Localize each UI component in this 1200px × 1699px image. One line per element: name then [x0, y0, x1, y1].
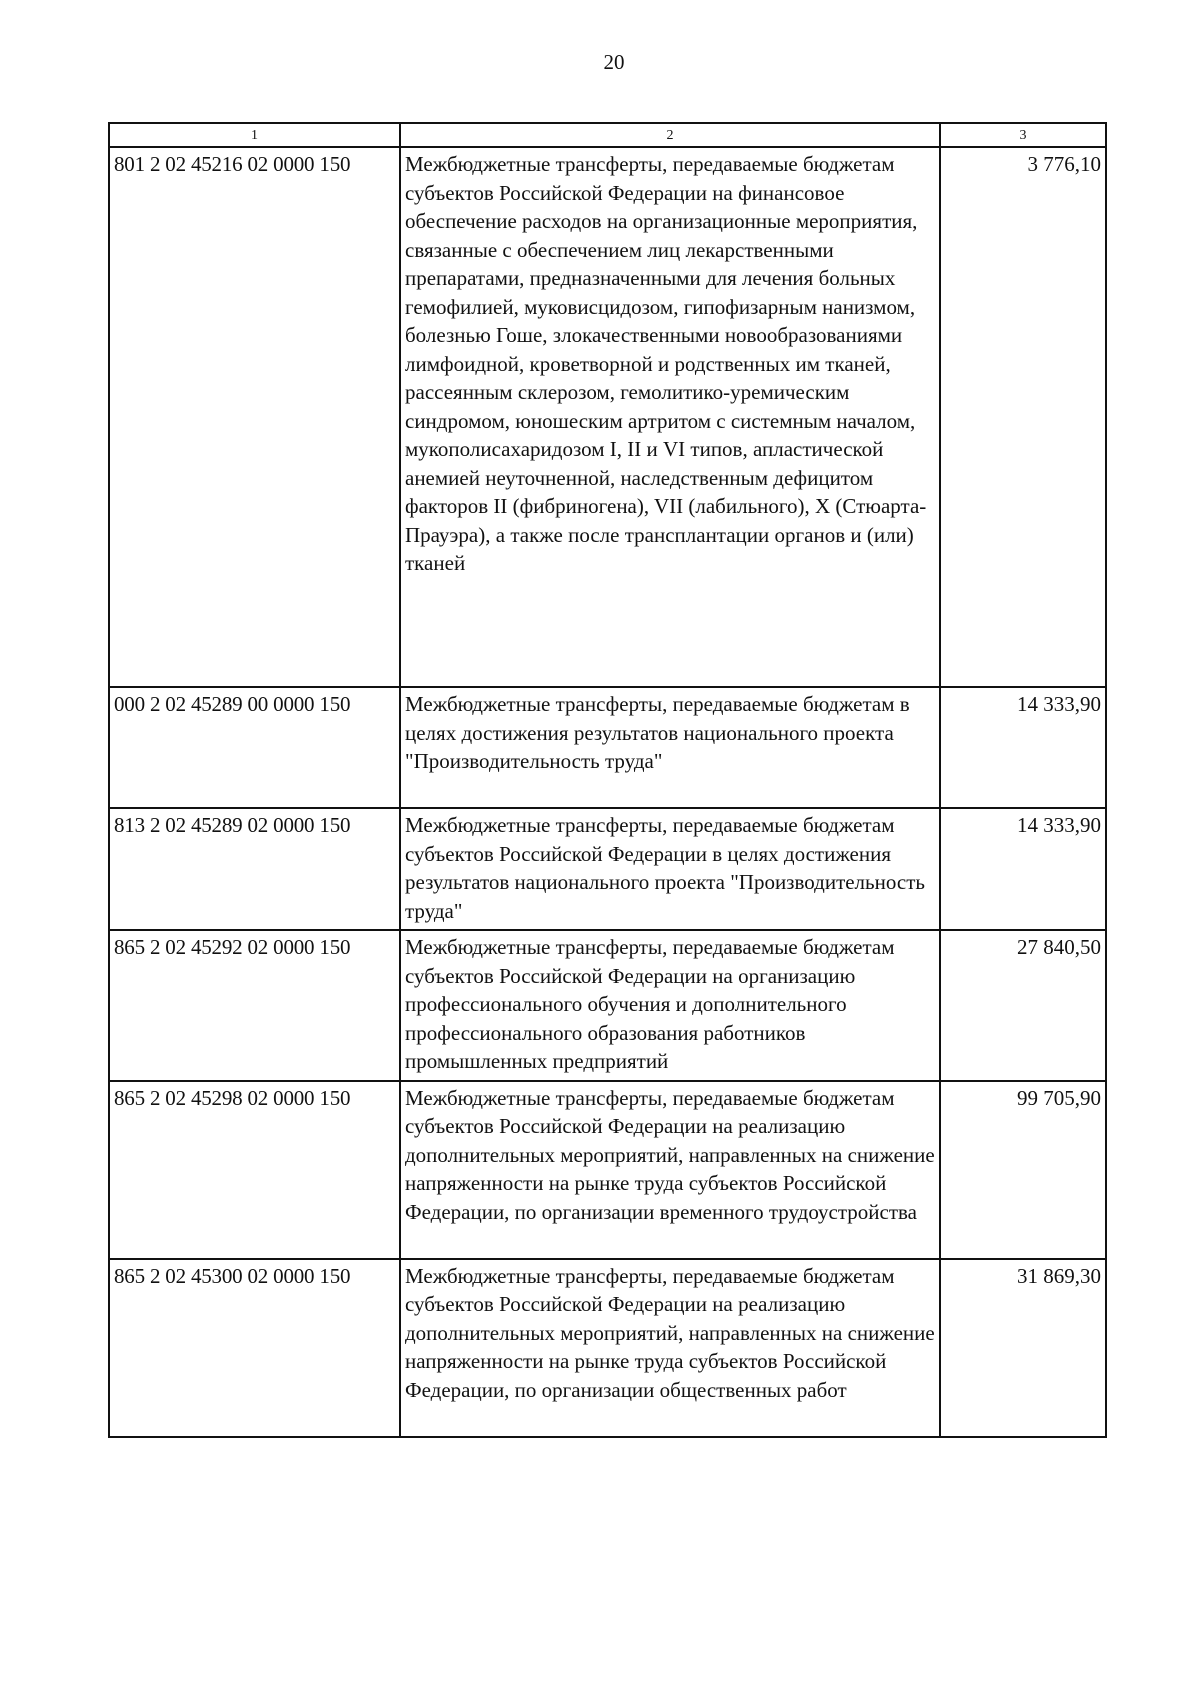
- column-header-amount: 3: [940, 123, 1106, 147]
- description-cell: Межбюджетные трансферты, передаваемые бюджетам субъектов Российской Федерации на организацию профессионального обучения и дополнительного профессионального образования работников промышленных предприятий: [400, 930, 940, 1081]
- table-row: [109, 687, 1106, 808]
- table-row: [109, 930, 1106, 1081]
- budget-code-cell: 000 2 02 45289 00 0000 150: [109, 687, 400, 808]
- amount-cell: 14 333,90: [940, 808, 1106, 930]
- description-cell: Межбюджетные трансферты, передаваемые бюджетам субъектов Российской Федерации на реализацию дополнительных мероприятий, направленных на снижение напряженности на рынке труда субъектов Российской Федерации, по организации общественных работ: [400, 1259, 940, 1437]
- budget-code-cell: 865 2 02 45292 02 0000 150: [109, 930, 400, 1081]
- description-cell: Межбюджетные трансферты, передаваемые бюджетам субъектов Российской Федерации на финансовое обеспечение расходов на организационные мероприятия, связанные с обеспечением лиц лекарственными препаратами, предназначенными для лечения больных гемофилией, муковисцидозом, гипофизарным нанизмом, болезнью Гоше, злокачественными новообразованиями лимфоидной, кроветворной и родственных им тканей, рассеянным склерозом, гемолитико-уремическим синдромом, юношеским артритом с системным началом, мукополисахаридозом I, II и VI типов, апластической анемией неуточненной, наследственным дефицитом факторов II (фибриногена), VII (лабильного), X (Стюарта-Прауэра), а также после трансплантации органов и (или) тканей: [400, 147, 940, 687]
- table-row: [109, 1259, 1106, 1437]
- description-cell: Межбюджетные трансферты, передаваемые бюджетам в целях достижения результатов национального проекта "Производительность труда": [400, 687, 940, 808]
- budget-code-cell: 813 2 02 45289 02 0000 150: [109, 808, 400, 930]
- amount-cell: 31 869,30: [940, 1259, 1106, 1437]
- budget-code-cell: 865 2 02 45300 02 0000 150: [109, 1259, 400, 1437]
- table-row: [109, 808, 1106, 930]
- amount-cell: 14 333,90: [940, 687, 1106, 808]
- amount-cell: 27 840,50: [940, 930, 1106, 1081]
- amount-cell: 99 705,90: [940, 1081, 1106, 1259]
- description-cell: Межбюджетные трансферты, передаваемые бюджетам субъектов Российской Федерации на реализацию дополнительных мероприятий, направленных на снижение напряженности на рынке труда субъектов Российской Федерации, по организации временного трудоустройства: [400, 1081, 940, 1259]
- amount-cell: 3 776,10: [940, 147, 1106, 687]
- table-row: [109, 1081, 1106, 1259]
- description-cell: Межбюджетные трансферты, передаваемые бюджетам субъектов Российской Федерации в целях достижения результатов национального проекта "Производительность труда": [400, 808, 940, 930]
- column-header-description: 2: [400, 123, 940, 147]
- column-header-code: 1: [109, 123, 400, 147]
- table-header-row: [109, 123, 1106, 147]
- budget-code-cell: 801 2 02 45216 02 0000 150: [109, 147, 400, 687]
- budget-table: [108, 122, 1107, 1438]
- table-row: [109, 147, 1106, 687]
- page-number: 20: [603, 50, 625, 74]
- budget-code-cell: 865 2 02 45298 02 0000 150: [109, 1081, 400, 1259]
